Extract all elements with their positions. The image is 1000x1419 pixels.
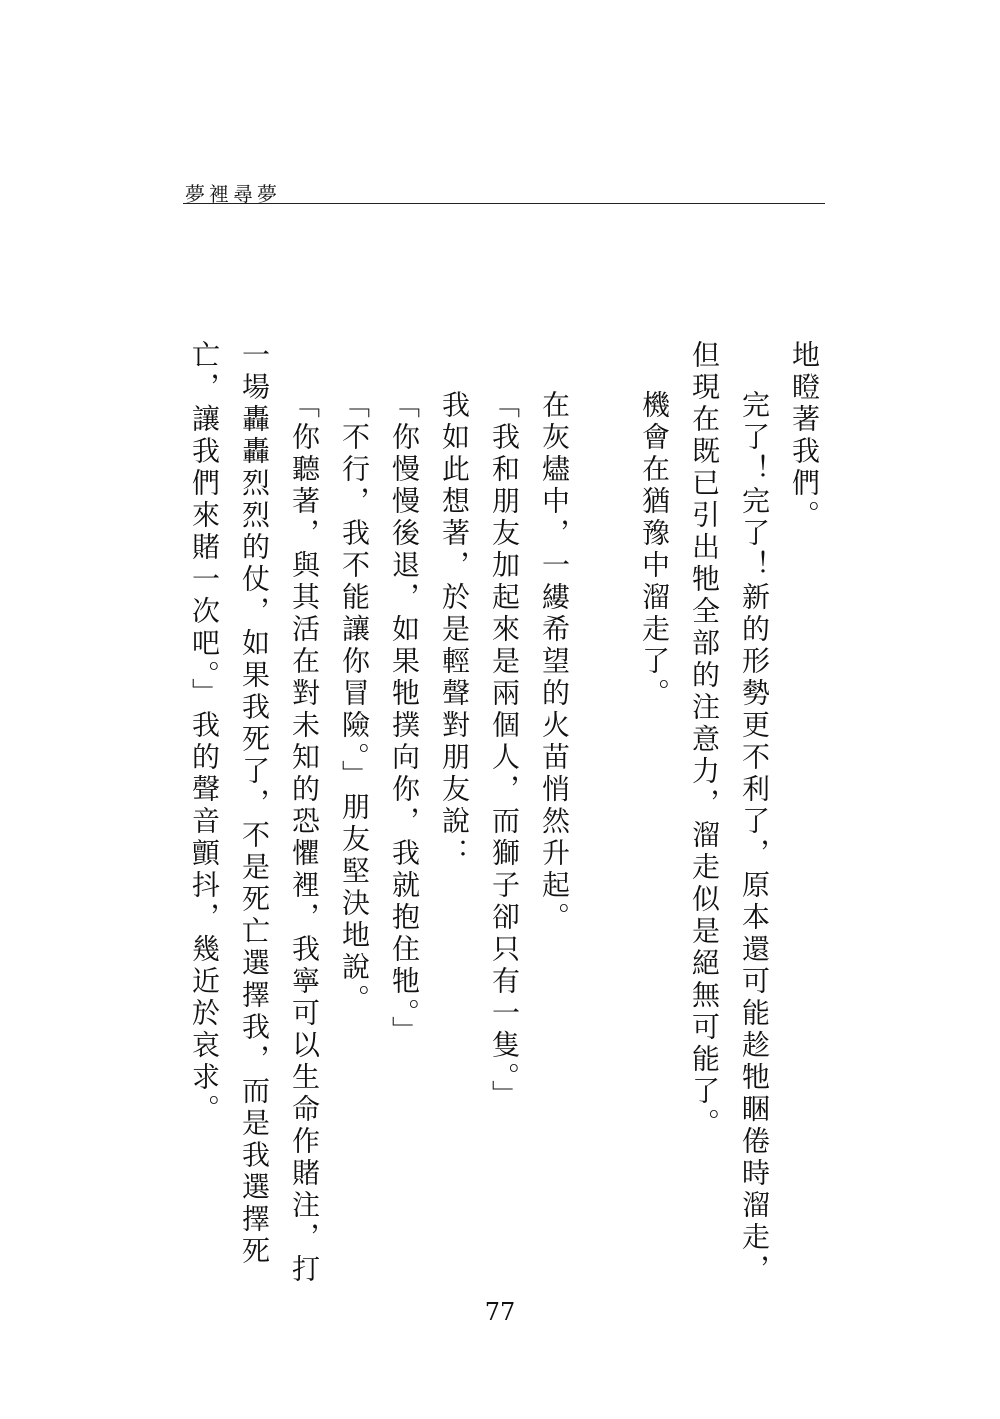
text-column-7: 我如此想著，於是輕聲對朋友說： <box>438 390 471 870</box>
text-column-2: 完了！完了！新的形勢更不利了，原本還可能趁牠睏倦時溜走， <box>738 390 771 1286</box>
text-column-12: 亡，讓我們來賭一次吧。」我的聲音顫抖，幾近於哀求。 <box>188 340 221 1126</box>
running-header-title: 夢裡尋夢 <box>185 182 281 206</box>
text-column-10: 「你聽著，與其活在對未知的恐懼裡，我寧可以生命作賭注，打 <box>288 390 321 1286</box>
text-column-4: 機會在猶豫中溜走了。 <box>638 390 671 710</box>
text-column-1: 地瞪著我們。 <box>788 340 821 532</box>
text-column-5: 在灰燼中，一縷希望的火苗悄然升起。 <box>538 390 571 934</box>
page-number: 77 <box>484 1298 516 1326</box>
text-column-6: 「我和朋友加起來是兩個人，而獅子卻只有一隻。」 <box>488 390 521 1112</box>
text-column-8: 「你慢慢後退，如果牠撲向你，我就抱住牠。」 <box>388 390 421 1048</box>
text-column-9: 「不行，我不能讓你冒險。」朋友堅決地說。 <box>338 390 371 1016</box>
text-column-3: 但現在既已引出牠全部的注意力，溜走似是絕無可能了。 <box>688 340 721 1140</box>
text-column-11: 一場轟轟烈烈的仗，如果我死了，不是死亡選擇我，而是我選擇死 <box>238 340 271 1268</box>
header-rule <box>183 203 825 204</box>
